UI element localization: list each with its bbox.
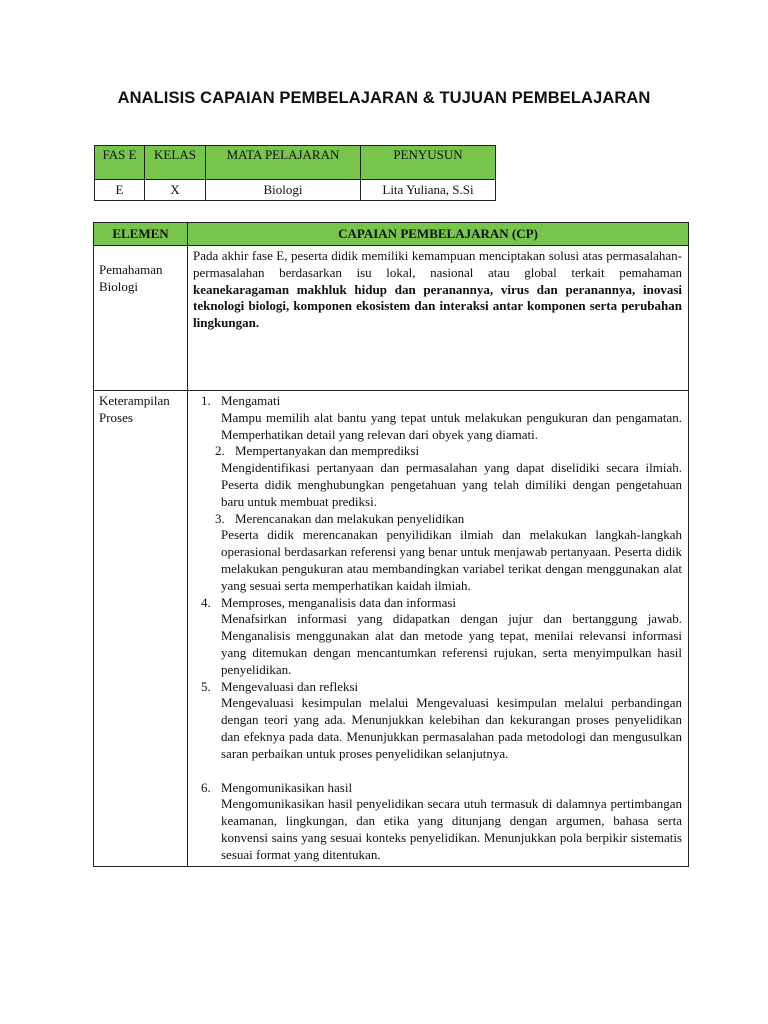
info-header-row bbox=[95, 146, 496, 180]
step-description: Menafsirkan informasi yang didapatkan dengan jujur dan bertanggung jawab. Menganalisis menggunakan alat dan metode yang tepat, menilai relevansi informasi yang ditemukan dengan mencantumkan referensi rujukan, serta menyimpulkan hasil penyelidikan. bbox=[221, 611, 682, 677]
step-description: Mampu memilih alat bantu yang tepat untuk melakukan pengukuran dan pengamatan. Memperhatikan detail yang relevan dari obyek yang diamati. bbox=[221, 409, 682, 442]
step-number: 2. bbox=[215, 443, 225, 459]
step-title: Mengamati bbox=[221, 393, 281, 408]
cp-header-row bbox=[94, 223, 689, 246]
step-number: 3. bbox=[215, 510, 225, 526]
process-steps-list bbox=[193, 393, 682, 864]
step-title: Mempertanyakan dan memprediksi bbox=[235, 443, 420, 459]
page-title: ANALISIS CAPAIAN PEMBELAJARAN & TUJUAN PEMBELAJARAN bbox=[117, 89, 651, 107]
cp-table bbox=[93, 222, 689, 867]
step-number: 4. bbox=[201, 594, 211, 610]
header-elemen: ELEMEN bbox=[94, 223, 188, 246]
header-penyusun: PENYUSUN bbox=[361, 146, 496, 180]
cell-penyusun: Lita Yuliana, S.Si bbox=[361, 180, 496, 201]
step-title: Memproses, menganalisis data dan informasi bbox=[221, 594, 457, 610]
row-keterampilan-proses bbox=[94, 391, 689, 867]
header-kelas: KELAS bbox=[145, 146, 206, 180]
step-description: Mengidentifikasi pertanyaan dan permasalahan yang dapat diselidiki secara ilmiah. Peserta didik menghubungkan pengetahuan yang telah dimiliki dengan pengetahuan baru untuk membuat prediksi. bbox=[221, 460, 682, 509]
cell-fase: E bbox=[95, 180, 145, 201]
row-pemahaman-biologi bbox=[94, 246, 689, 391]
step-description: Mengomunikasikan hasil penyelidikan secara utuh termasuk di dalamnya pertimbangan keamanan, lingkungan, dan etika yang ditunjang dengan argumen, bahasa serta konvensi sains yang sesuai konteks penyelidikan. Menunjukkan pola berpikir sistematis sesuai format yang ditentukan. bbox=[221, 796, 682, 862]
cell-kelas: X bbox=[145, 180, 206, 201]
elemen-keterampilan-proses: Keterampilan Proses bbox=[94, 391, 188, 867]
cp-pemahaman-text: Pada akhir fase E, peserta didik memiliki kemampuan menciptakan solusi atas permasalahan-permasalahan berdasarkan isu lokal, nasional atau global terkait pemahaman bbox=[193, 248, 682, 280]
header-capaian: CAPAIAN PEMBELAJARAN (CP) bbox=[188, 223, 689, 246]
step-number: 1. bbox=[201, 393, 211, 408]
list-item bbox=[193, 780, 682, 864]
step-number: 5. bbox=[201, 678, 211, 694]
step-number: 6. bbox=[201, 779, 211, 795]
header-mata-pelajaran: MATA PELAJARAN bbox=[206, 146, 361, 180]
elemen-pemahaman-biologi: Pemahaman Biologi bbox=[94, 246, 188, 391]
header-fase: FAS E bbox=[95, 146, 145, 180]
step-title: Merencanakan dan melakukan penyelidikan bbox=[235, 510, 465, 526]
step-title: Mengomunikasikan hasil bbox=[221, 779, 353, 795]
list-item bbox=[193, 443, 682, 510]
info-table bbox=[94, 145, 496, 201]
list-spacer bbox=[193, 763, 682, 780]
step-description: Peserta didik merencanakan penyilidikan ilmiah dan melakukan langkah-langkah operasional berdasarkan referensi yang benar untuk menjawab pertanyaan. Peserta didik melakukan pengukuran atau membandingkan variabel terikat dengan menggunakan alat yang sesuai serta memperhatikan kaidah ilmiah. bbox=[221, 527, 682, 593]
cp-pemahaman-biologi bbox=[188, 246, 689, 391]
cp-keterampilan-proses bbox=[188, 391, 689, 867]
list-item bbox=[193, 679, 682, 763]
list-item bbox=[193, 595, 682, 679]
step-title: Mengevaluasi dan refleksi bbox=[221, 678, 359, 694]
cp-pemahaman-bold-text: keanekaragaman makhluk hidup dan peranannya, virus dan peranannya, inovasi teknologi biologi, komponen ekosistem dan interaksi antar komponen serta perubahan lingkungan. bbox=[193, 281, 682, 331]
step-description: Mengevaluasi kesimpulan melalui Mengevaluasi kesimpulan melalui perbandingan dengan teori yang ada. Menunjukkan kelebihan dan kekurangan proses penyelidikan dan efeknya pada data. Menunjukkan permasalahan pada metodologi dan mengusulkan saran perbaikan untuk proses penyelidikan selanjutnya. bbox=[221, 695, 682, 761]
info-data-row bbox=[95, 180, 496, 201]
list-item bbox=[193, 393, 682, 443]
cell-mata-pelajaran: Biologi bbox=[206, 180, 361, 201]
list-item bbox=[193, 511, 682, 595]
